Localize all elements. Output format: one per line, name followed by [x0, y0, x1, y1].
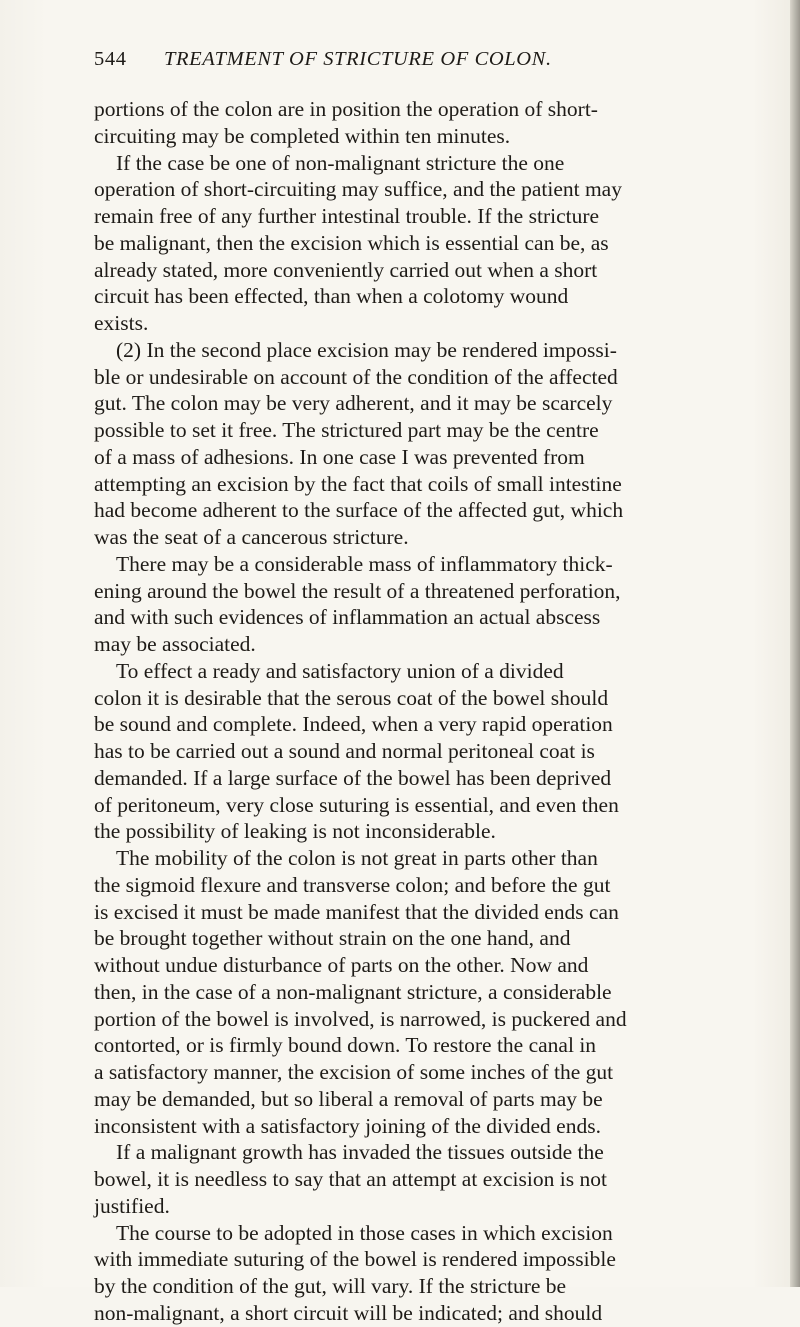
text-line: by the condition of the gut, will vary. If the stricture be	[94, 1274, 567, 1298]
chapter-title: TREATMENT OF STRICTURE OF COLON.	[164, 48, 552, 70]
text-line: without undue disturbance of parts on the other. Now and	[94, 953, 589, 977]
text-line: was the seat of a cancerous stricture.	[94, 525, 409, 549]
text-line: be sound and complete. Indeed, when a very rapid operation	[94, 712, 613, 737]
text-line: There may be a considerable mass of inflammatory thick-	[116, 551, 613, 576]
text-line: circuit has been effected, than when a colotomy wound	[94, 284, 569, 309]
text-line: a satisfactory manner, the excision of some inches of the gut	[94, 1060, 614, 1084]
text-line: is excised it must be made manifest that the divided ends can	[94, 899, 619, 924]
text-line: with immediate suturing of the bowel is rendered impossible	[94, 1247, 616, 1272]
text-line: portions of the colon are in position the operation of short-	[94, 97, 598, 121]
text-line: possible to set it free. The strictured part may be the centre	[94, 418, 599, 442]
text-line: If a malignant growth has invaded the tissues outside the	[116, 1140, 604, 1165]
text-line: be brought together without strain on the one hand, and	[94, 926, 571, 951]
text-line: bowel, it is needless to say that an attempt at excision is not	[94, 1167, 607, 1191]
text-line: be malignant, then the excision which is essential can be, as	[94, 230, 609, 255]
text-line: ble or undesirable on account of the condition of the affected	[94, 364, 618, 389]
text-line: of peritoneum, very close suturing is essential, and even then	[94, 792, 619, 817]
page-number: 544	[94, 48, 127, 70]
text-line: the possibility of leaking is not inconsiderable.	[94, 819, 496, 844]
text-line: the sigmoid flexure and transverse colon; and before the gut	[94, 872, 611, 897]
text-line: To effect a ready and satisfactory union of a divided	[116, 658, 564, 683]
text-line: non-malignant, a short circuit will be indicated; and should	[94, 1300, 603, 1325]
text-line: demanded. If a large surface of the bowel has been deprived	[94, 765, 612, 790]
text-line: gut. The colon may be very adherent, and it may be scarcely	[94, 391, 613, 416]
text-line: has to be carried out a sound and normal peritoneal coat is	[94, 739, 595, 763]
text-line: circuiting may be completed within ten minutes.	[94, 123, 511, 148]
text-line: attempting an excision by the fact that coils of small intestine	[94, 471, 622, 496]
page-edge	[790, 0, 800, 1287]
running-head	[94, 48, 714, 82]
text-line: may be associated.	[94, 632, 256, 656]
text-line: already stated, more conveniently carried out when a short	[94, 257, 598, 282]
text-line: (2) In the second place excision may be rendered impossi-	[116, 337, 617, 362]
text-line: remain free of any further intestinal trouble. If the stricture	[94, 204, 600, 228]
text-line: The mobility of the colon is not great in parts other than	[116, 846, 598, 870]
text-line: inconsistent with a satisfactory joining of the divided ends.	[94, 1113, 601, 1138]
text-line: of a mass of adhesions. In one case I was prevented from	[94, 444, 585, 469]
text-line: contorted, or is firmly bound down. To restore the canal in	[94, 1033, 597, 1058]
text-line: If the case be one of non-malignant stricture the one	[116, 150, 565, 175]
text-line: then, in the case of a non-malignant stricture, a considerable	[94, 979, 612, 1004]
text-line: portion of the bowel is involved, is narrowed, is puckered and	[94, 1006, 627, 1031]
text-line: exists.	[94, 311, 149, 335]
text-line: ening around the bowel the result of a threatened perforation,	[94, 578, 621, 603]
text-line: colon it is desirable that the serous coat of the bowel should	[94, 685, 609, 710]
body-text	[94, 96, 794, 1327]
text-line: and with such evidences of inflammation an actual abscess	[94, 605, 601, 630]
text-line: may be demanded, but so liberal a removal of parts may be	[94, 1086, 603, 1111]
text-line: operation of short-circuiting may suffice, and the patient may	[94, 177, 622, 202]
text-line: had become adherent to the surface of the affected gut, which	[94, 498, 624, 523]
text-line: The course to be adopted in those cases in which excision	[116, 1220, 613, 1245]
text-line: justified.	[94, 1193, 170, 1218]
